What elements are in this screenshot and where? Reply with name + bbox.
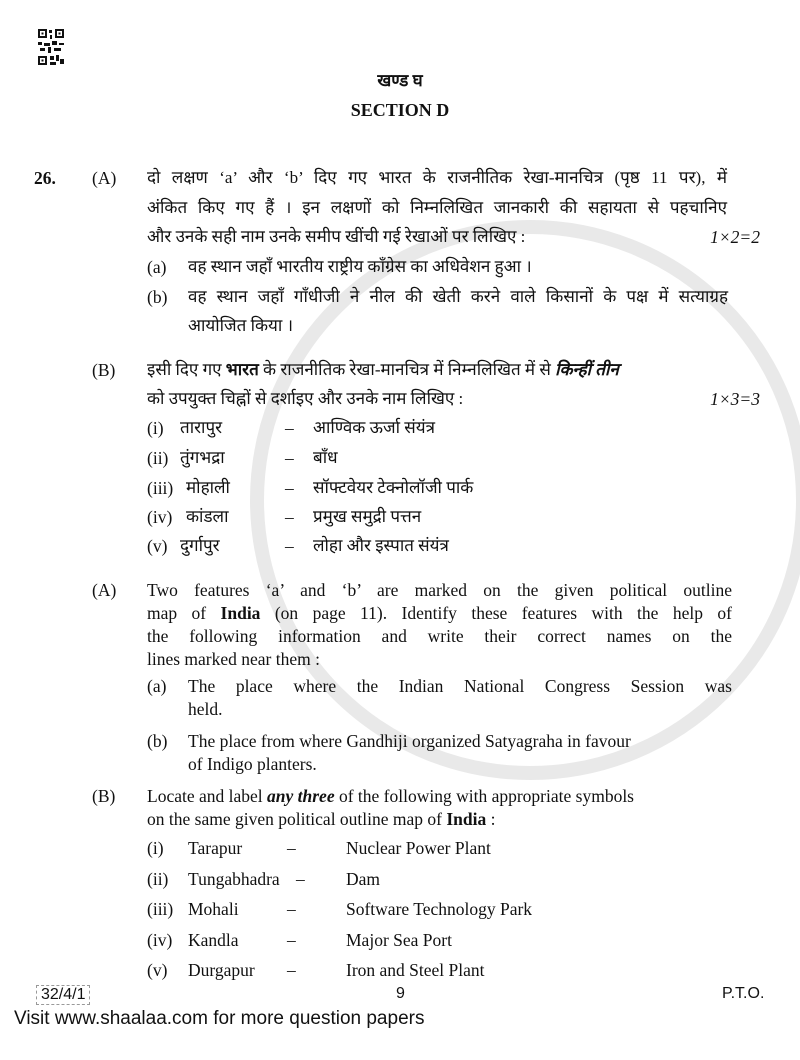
item-label: (iv): [147, 930, 173, 950]
text: of the following with appropriate symbols: [334, 786, 634, 806]
item-desc: Major Sea Port: [346, 930, 452, 950]
item-dash: –: [296, 869, 305, 889]
bold-text: भारत: [225, 360, 259, 379]
english-b-line: [147, 786, 634, 806]
item-desc: Software Technology Park: [346, 899, 533, 919]
section-title-english: SECTION D: [350, 100, 450, 120]
item-desc: Iron and Steel Plant: [346, 960, 485, 980]
item-label: (b): [147, 287, 168, 307]
pto-label: P.T.O.: [722, 985, 765, 1002]
item-dash: –: [287, 899, 296, 919]
item-text: held.: [188, 699, 223, 719]
qr-code-icon: [38, 29, 64, 65]
hindi-b-line: को उपयुक्त चिह्नों से दर्शाइए और उनके नाम लिखिए :: [147, 389, 464, 408]
item-label: (ii): [147, 448, 169, 468]
item-name: मोहाली: [186, 478, 230, 497]
item-desc: Nuclear Power Plant: [346, 838, 491, 858]
question-number: 26.: [34, 168, 56, 188]
item-name: Tarapur: [188, 838, 243, 858]
item-dash: –: [287, 930, 296, 950]
item-text: The place where the Indian National Congress Session was: [188, 676, 732, 696]
item-name: तारापुर: [180, 418, 223, 437]
text: इसी दिए गए: [147, 360, 226, 379]
item-text: वह स्थान जहाँ गाँधीजी ने नील की खेती करने वाले किसानों के पक्ष में सत्याग्रह: [188, 287, 728, 306]
item-label: (iii): [147, 478, 174, 498]
item-name: दुर्गापुर: [180, 536, 220, 555]
marks-hindi-b: 1×3=3: [710, 389, 760, 409]
hindi-b-line: [147, 359, 619, 381]
english-b-line: [147, 809, 496, 829]
item-text: वह स्थान जहाँ भारतीय राष्ट्रीय कॉंग्रेस का अधिवेशन हुआ ।: [188, 257, 532, 276]
item-label: (ii): [147, 869, 169, 889]
item-name: तुंगभद्रा: [180, 448, 225, 467]
promo-link[interactable]: Visit www.shaalaa.com for more question papers: [14, 1008, 425, 1029]
part-label-english-a: (A): [92, 580, 117, 600]
item-desc: प्रमुख समुद्री पत्तन: [313, 507, 422, 526]
text: map of: [147, 603, 221, 623]
bold-text: India: [220, 603, 261, 623]
part-label-hindi-a: (A): [92, 168, 117, 188]
english-a-line: lines marked near them :: [147, 649, 320, 669]
item-label: (i): [147, 838, 164, 858]
english-a-line: the following information and write their correct names on the: [147, 626, 732, 646]
part-label-english-b: (B): [92, 786, 116, 806]
hindi-a-line: दो लक्षण ‘a’ और ‘b’ दिए गए भारत के राजनीतिक रेखा-मानचित्र (पृष्ठ 11 पर), में: [147, 168, 727, 187]
paper-code: 32/4/1: [36, 985, 90, 1005]
text: Locate and label: [147, 786, 268, 806]
item-text: आयोजित किया ।: [188, 316, 294, 335]
marks-hindi-a: 1×2=2: [710, 227, 760, 247]
item-text: of Indigo planters.: [188, 754, 317, 774]
item-label: (v): [147, 960, 168, 980]
item-name: Mohali: [188, 899, 239, 919]
item-label: (v): [147, 536, 168, 556]
english-a-line: Two features ‘a’ and ‘b’ are marked on the given political outline: [147, 580, 732, 600]
item-text: The place from where Gandhiji organized Satyagraha in favour: [188, 731, 631, 751]
item-name: Tungabhadra: [188, 869, 280, 889]
text: के राजनीतिक रेखा-मानचित्र में निम्नलिखित में से: [258, 360, 556, 379]
bold-text: India: [446, 809, 487, 829]
item-label: (a): [147, 676, 167, 696]
item-label: (iii): [147, 899, 174, 919]
page-number: 9: [396, 985, 405, 1002]
item-desc: आण्विक ऊर्जा संयंत्र: [313, 418, 435, 437]
item-label: (iv): [147, 507, 173, 527]
item-name: Durgapur: [188, 960, 255, 980]
item-dash: –: [285, 478, 294, 498]
text: (on page 11). Identify these features with the help of: [260, 603, 732, 623]
item-dash: –: [287, 838, 296, 858]
section-title-hindi: खण्ड घ: [377, 71, 423, 90]
emphasis-text: किन्हीं तीन: [555, 360, 619, 379]
item-dash: –: [285, 418, 294, 438]
text: on the same given political outline map of: [147, 809, 447, 829]
item-dash: –: [287, 960, 296, 980]
english-a-line: [147, 603, 732, 623]
part-label-hindi-b: (B): [92, 360, 116, 380]
item-name: कांडला: [186, 507, 229, 526]
item-dash: –: [285, 536, 294, 556]
item-dash: –: [285, 448, 294, 468]
text: :: [486, 809, 496, 829]
item-desc: Dam: [346, 869, 381, 889]
item-label: (i): [147, 418, 164, 438]
emphasis-text: any three: [267, 786, 335, 806]
item-name: Kandla: [188, 930, 239, 950]
item-label: (b): [147, 731, 168, 751]
item-desc: लोहा और इस्पात संयंत्र: [313, 536, 449, 555]
hindi-a-line: अंकित किए गए हैं । इन लक्षणों को निम्नलिखित जानकारी की सहायता से पहचानिए: [147, 198, 727, 217]
item-desc: सॉफ्टवेयर टेक्नोलॉजी पार्क: [313, 478, 474, 497]
item-dash: –: [285, 507, 294, 527]
item-label: (a): [147, 257, 167, 277]
hindi-a-line: और उनके सही नाम उनके समीप खींची गई रेखाओं पर लिखिए :: [147, 227, 526, 246]
item-desc: बाँध: [313, 448, 338, 467]
